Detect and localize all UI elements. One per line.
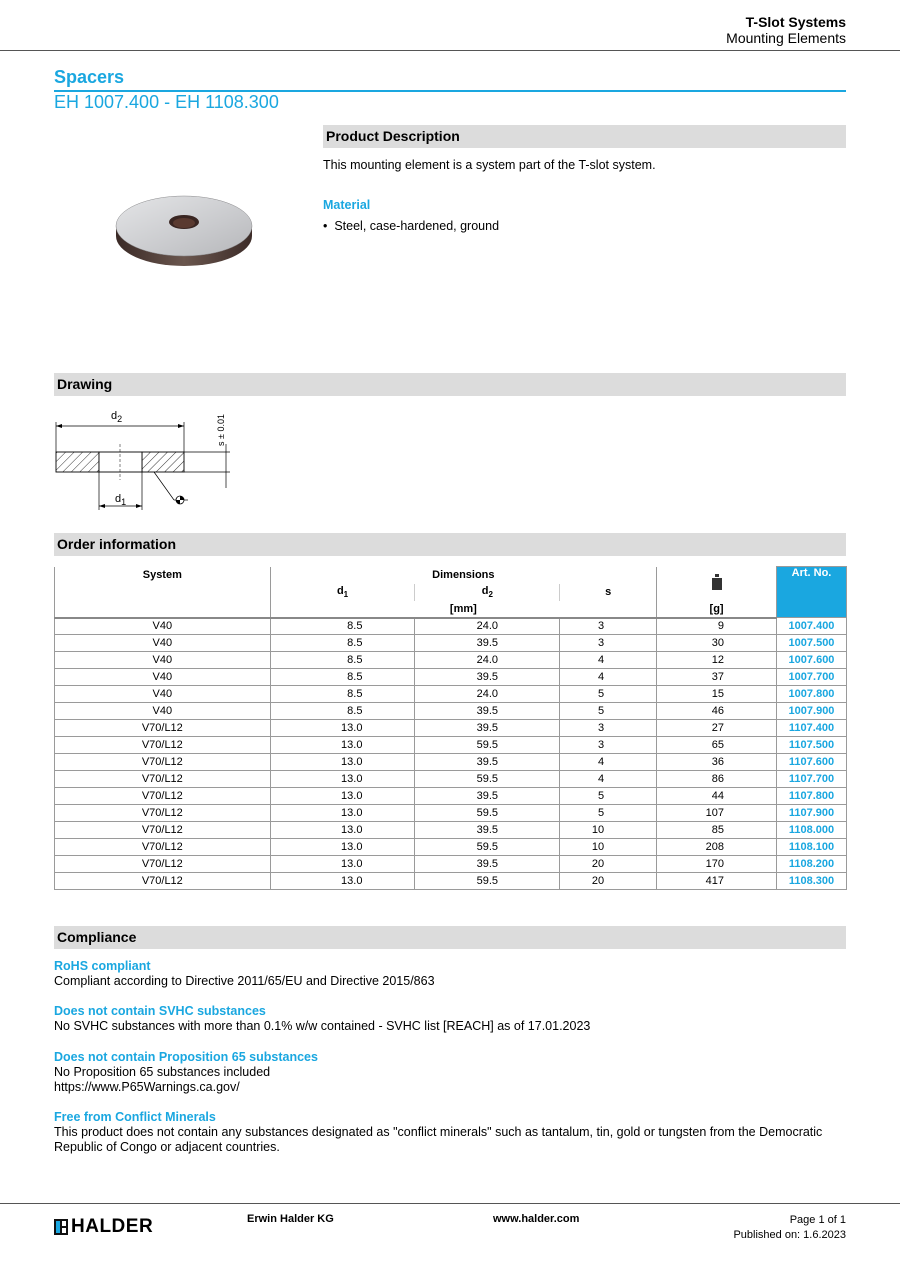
unit-mm: [mm] — [270, 601, 657, 618]
compliance-svhc-title: Does not contain SVHC substances — [54, 1004, 266, 1018]
table-row — [55, 618, 847, 635]
cell-art-no[interactable]: 1107.900 — [777, 805, 847, 822]
cell-weight: 170 — [657, 856, 777, 873]
cell-s: 4 — [560, 771, 657, 788]
unit-g: [g] — [657, 601, 777, 618]
cell-weight: 27 — [657, 720, 777, 737]
footer-page-info — [733, 1213, 846, 1243]
page-title: Spacers — [54, 67, 125, 87]
cell-d1: 13.0 — [270, 873, 415, 890]
cell-system: V70/L12 — [55, 839, 271, 856]
cell-d1: 13.0 — [270, 805, 415, 822]
cell-d2: 59.5 — [415, 839, 560, 856]
cell-s: 5 — [560, 805, 657, 822]
cell-s: 4 — [560, 669, 657, 686]
cell-s: 3 — [560, 635, 657, 652]
footer-website[interactable]: www.halder.com — [493, 1213, 580, 1225]
page-subtitle: EH 1007.400 - EH 1108.300 — [54, 92, 279, 112]
cell-system: V40 — [55, 618, 271, 635]
d2-label: $d_2$ — [111, 410, 123, 424]
cell-d1: 13.0 — [270, 788, 415, 805]
cell-s: 5 — [560, 686, 657, 703]
cell-d2: 39.5 — [415, 754, 560, 771]
cell-system: V70/L12 — [55, 754, 271, 771]
cell-d2: 39.5 — [415, 635, 560, 652]
cell-s: 3 — [560, 720, 657, 737]
compliance-prop65-text: No Proposition 65 substances included — [54, 1065, 271, 1079]
cell-d1: 13.0 — [270, 771, 415, 788]
cell-system: V70/L12 — [55, 856, 271, 873]
compliance-svhc — [54, 1004, 846, 1034]
cell-system: V40 — [55, 686, 271, 703]
drawing-heading: Drawing — [54, 373, 846, 396]
cell-art-no[interactable]: 1107.600 — [777, 754, 847, 771]
compliance-conflict-text: This product does not contain any substances designated as "conflict minerals" such as tantalum, tin, gold or tungsten from the Democratic Republic of Congo or adjacent countries. — [54, 1125, 823, 1154]
compliance-heading: Compliance — [54, 926, 846, 949]
cell-art-no[interactable]: 1108.100 — [777, 839, 847, 856]
cell-d2: 24.0 — [415, 686, 560, 703]
cell-s: 4 — [560, 754, 657, 771]
col-dimensions: Dimensions — [270, 567, 657, 584]
cell-d1: 13.0 — [270, 822, 415, 839]
cell-d1: 8.5 — [270, 618, 415, 635]
cell-d1: 13.0 — [270, 839, 415, 856]
cell-d1: 13.0 — [270, 720, 415, 737]
cell-weight: 86 — [657, 771, 777, 788]
compliance-conflict-minerals — [54, 1110, 846, 1155]
compliance-prop65 — [54, 1050, 846, 1095]
header-subcategory: Mounting Elements — [726, 30, 846, 46]
cell-art-no[interactable]: 1108.300 — [777, 873, 847, 890]
col-d1: $d_1$ — [270, 584, 415, 601]
table-row — [55, 873, 847, 890]
cell-weight: 85 — [657, 822, 777, 839]
cell-system: V40 — [55, 669, 271, 686]
d1-label: $d_1$ — [115, 493, 127, 507]
cell-d1: 13.0 — [270, 856, 415, 873]
halder-logo — [54, 1216, 153, 1238]
table-row — [55, 669, 847, 686]
cell-d2: 39.5 — [415, 703, 560, 720]
cell-system: V70/L12 — [55, 788, 271, 805]
col-system: System — [55, 567, 271, 584]
footer-company: Erwin Halder KG — [247, 1213, 334, 1225]
cell-art-no[interactable]: 1107.500 — [777, 737, 847, 754]
table-row — [55, 686, 847, 703]
compliance-rohs — [54, 959, 846, 989]
cell-system: V40 — [55, 652, 271, 669]
order-information-heading: Order information — [54, 533, 846, 556]
table-row — [55, 822, 847, 839]
table-row — [55, 856, 847, 873]
compliance-conflict-title: Free from Conflict Minerals — [54, 1110, 216, 1124]
cell-art-no[interactable]: 1107.700 — [777, 771, 847, 788]
table-row — [55, 788, 847, 805]
material-item-text: Steel, case-hardened, ground — [334, 219, 500, 233]
col-d2: $d_2$ — [415, 584, 560, 601]
col-art-no: Art. No. — [777, 567, 847, 618]
cell-art-no[interactable]: 1007.500 — [777, 635, 847, 652]
cell-d1: 8.5 — [270, 669, 415, 686]
cell-d1: 13.0 — [270, 754, 415, 771]
cell-d2: 59.5 — [415, 771, 560, 788]
cell-weight: 208 — [657, 839, 777, 856]
cell-weight: 37 — [657, 669, 777, 686]
compliance-prop65-title: Does not contain Proposition 65 substances — [54, 1050, 318, 1064]
cell-d2: 39.5 — [415, 856, 560, 873]
technical-drawing — [54, 404, 234, 514]
cell-s: 3 — [560, 618, 657, 635]
cell-d1: 8.5 — [270, 686, 415, 703]
cell-weight: 65 — [657, 737, 777, 754]
cell-system: V40 — [55, 703, 271, 720]
cell-s: 5 — [560, 703, 657, 720]
cell-weight: 30 — [657, 635, 777, 652]
material-item: • Steel, case-hardened, ground — [323, 219, 500, 233]
col-s: s — [560, 584, 657, 601]
compliance-rohs-text: Compliant according to Directive 2011/65/EU and Directive 2015/863 — [54, 974, 435, 988]
cell-s: 3 — [560, 737, 657, 754]
cell-d1: 8.5 — [270, 635, 415, 652]
cell-art-no[interactable]: 1007.700 — [777, 669, 847, 686]
cell-weight: 36 — [657, 754, 777, 771]
table-row — [55, 703, 847, 720]
header-category: T-Slot Systems — [745, 14, 846, 30]
cell-d2: 39.5 — [415, 822, 560, 839]
cell-d1: 8.5 — [270, 652, 415, 669]
table-row — [55, 720, 847, 737]
cell-d2: 39.5 — [415, 788, 560, 805]
cell-weight: 44 — [657, 788, 777, 805]
cell-system: V70/L12 — [55, 805, 271, 822]
header-divider — [0, 50, 900, 51]
footer-page-number: Page 1 of 1 — [789, 1214, 846, 1226]
compliance-rohs-title: RoHS compliant — [54, 959, 151, 973]
product-description-heading: Product Description — [323, 125, 846, 148]
compliance-svhc-text: No SVHC substances with more than 0.1% w/w contained - SVHC list [REACH] as of 17.01.2023 — [54, 1019, 591, 1033]
table-row — [55, 771, 847, 788]
table-row — [55, 652, 847, 669]
cell-weight: 9 — [657, 618, 777, 635]
cell-art-no[interactable]: 1108.200 — [777, 856, 847, 873]
cell-system: V70/L12 — [55, 737, 271, 754]
cell-d1: 8.5 — [270, 703, 415, 720]
cell-system: V70/L12 — [55, 822, 271, 839]
cell-art-no[interactable]: 1007.600 — [777, 652, 847, 669]
cell-s: 10 — [560, 822, 657, 839]
cell-s: 20 — [560, 856, 657, 873]
cell-system: V70/L12 — [55, 771, 271, 788]
table-row — [55, 737, 847, 754]
cell-s: 10 — [560, 839, 657, 856]
cell-art-no[interactable]: 1007.400 — [777, 618, 847, 635]
order-table-body — [55, 618, 847, 890]
table-row — [55, 805, 847, 822]
cell-weight: 417 — [657, 873, 777, 890]
cell-s: 4 — [560, 652, 657, 669]
table-row — [55, 839, 847, 856]
cell-system: V70/L12 — [55, 873, 271, 890]
cell-weight: 107 — [657, 805, 777, 822]
s-label: s ± 0.01 — [216, 414, 226, 446]
footer-published: Published on: 1.6.2023 — [733, 1229, 846, 1241]
cell-d2: 24.0 — [415, 618, 560, 635]
order-table — [54, 566, 847, 890]
material-heading: Material — [323, 198, 371, 212]
cell-d2: 39.5 — [415, 720, 560, 737]
cell-weight: 46 — [657, 703, 777, 720]
cell-system: V40 — [55, 635, 271, 652]
cell-d2: 39.5 — [415, 669, 560, 686]
compliance-prop65-link[interactable]: https://www.P65Warnings.ca.gov/ — [54, 1080, 240, 1094]
cell-weight: 15 — [657, 686, 777, 703]
col-weight — [657, 567, 777, 601]
cell-s: 5 — [560, 788, 657, 805]
cell-art-no[interactable]: 1107.800 — [777, 788, 847, 805]
halder-logo-text: HALDER — [71, 1216, 154, 1237]
page-header — [726, 14, 846, 46]
cell-art-no[interactable]: 1108.000 — [777, 822, 847, 839]
cell-d1: 13.0 — [270, 737, 415, 754]
spacer-product-image — [112, 192, 257, 272]
product-description-text: This mounting element is a system part of the T-slot system. — [323, 158, 656, 172]
footer-divider — [0, 1203, 900, 1204]
cell-art-no[interactable]: 1007.800 — [777, 686, 847, 703]
cell-d2: 59.5 — [415, 805, 560, 822]
cell-system: V70/L12 — [55, 720, 271, 737]
cell-d2: 59.5 — [415, 737, 560, 754]
cell-art-no[interactable]: 1007.900 — [777, 703, 847, 720]
halder-logo-icon — [54, 1219, 68, 1235]
cell-weight: 12 — [657, 652, 777, 669]
table-row — [55, 754, 847, 771]
table-row — [55, 635, 847, 652]
cell-art-no[interactable]: 1107.400 — [777, 720, 847, 737]
cell-s: 20 — [560, 873, 657, 890]
cell-d2: 59.5 — [415, 873, 560, 890]
cell-d2: 24.0 — [415, 652, 560, 669]
weight-icon — [711, 574, 723, 590]
